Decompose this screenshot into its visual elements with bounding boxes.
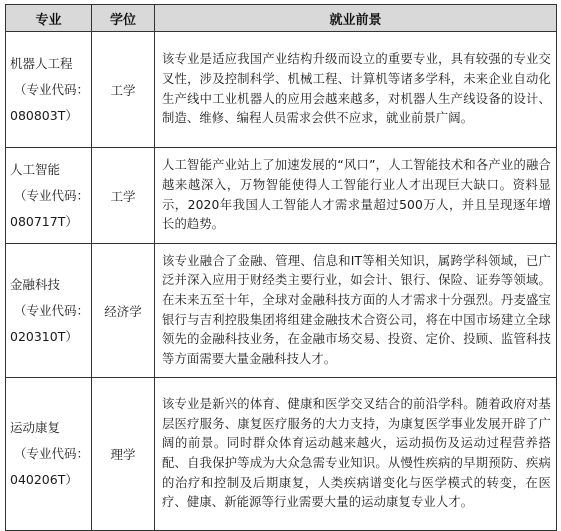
major-code-label: （专业代码： xyxy=(14,446,90,461)
header-major: 专业 xyxy=(6,5,92,32)
table-row xyxy=(6,32,557,148)
major-name: 机器人工程 xyxy=(10,55,73,71)
degree-cell: 经济学 xyxy=(92,244,155,378)
major-code: 020310T） xyxy=(10,328,78,344)
header-degree: 学位 xyxy=(92,5,155,32)
major-code-label: （专业代码： xyxy=(14,302,90,318)
major-code-label: （专业代码： xyxy=(14,187,90,203)
major-name: 运动康复 xyxy=(10,420,61,435)
degree-cell: 工学 xyxy=(92,32,155,148)
majors-table xyxy=(5,4,557,531)
prospect-cell: 该专业是新兴的体育、健康和医学交叉结合的前沿学科。随着政府对基层医疗服务、康复医疗服务的大力支持，为康复医学事业发展开辟了广阔的前景。同时群众体育运动越来越火，运动损伤及运动过程营养搭配、自我保护等成为大众急需专业知识。从慢性疾病的早期预防、疾病的治疗和控制及后期康复，人类疾病谱变化与医学模式的转变，在医疗、健康、新能源等行业需要大量的运动康复专业人才。 xyxy=(155,378,557,531)
header-prospect: 就业前景 xyxy=(155,5,557,32)
degree-cell: 工学 xyxy=(92,148,155,244)
prospect-cell: 该专业融合了金融、管理、信息和IT等相关知识，属跨学科领域，已广泛并深入应用于财经类主要行业，如会计、银行、保险、证券等领域。在未来五至十年，全球对金融科技方面的人才需求十分强烈。丹麦盛宝银行与吉利控股集团将组建金融技术合资公司，将在中国市场建立全球领先的金融科技业务，在金融市场交易、投资、定价、投顾、监管科技等方面需要大量金融科技人才。 xyxy=(155,244,557,378)
prospect-cell: 人工智能产业站上了加速发展的“风口”，人工智能技术和各产业的融合越来越深入，万物智能使得人工智能行业人才出现巨大缺口。资料显示，2020年我国人工智能人才需求量超过500万人，并且呈现逐年增长的趋势。 xyxy=(155,148,557,244)
major-cell xyxy=(6,148,92,244)
table-row xyxy=(6,378,557,531)
degree-cell: 理学 xyxy=(92,378,155,531)
major-cell xyxy=(6,244,92,378)
table-header-row xyxy=(6,5,557,32)
major-cell xyxy=(6,378,92,531)
major-code: 040206T） xyxy=(10,472,78,487)
major-name: 金融科技 xyxy=(10,276,61,292)
major-code: 080717T） xyxy=(10,213,78,229)
major-name: 人工智能 xyxy=(10,161,61,177)
major-cell xyxy=(6,32,92,148)
major-code: 080803T） xyxy=(10,107,78,123)
prospect-cell: 该专业是适应我国产业结构升级而设立的重要专业，具有较强的专业交叉性，涉及控制科学、机械工程、计算机等诸多学科，未来企业自动化生产线中工业机器人的应用会越来越多，对机器人生产线设备的设计、制造、维修、编程人员需求会供不应求，就业前景广阔。 xyxy=(155,32,557,148)
table-row xyxy=(6,244,557,378)
major-code-label: （专业代码： xyxy=(14,81,90,97)
table-row xyxy=(6,148,557,244)
